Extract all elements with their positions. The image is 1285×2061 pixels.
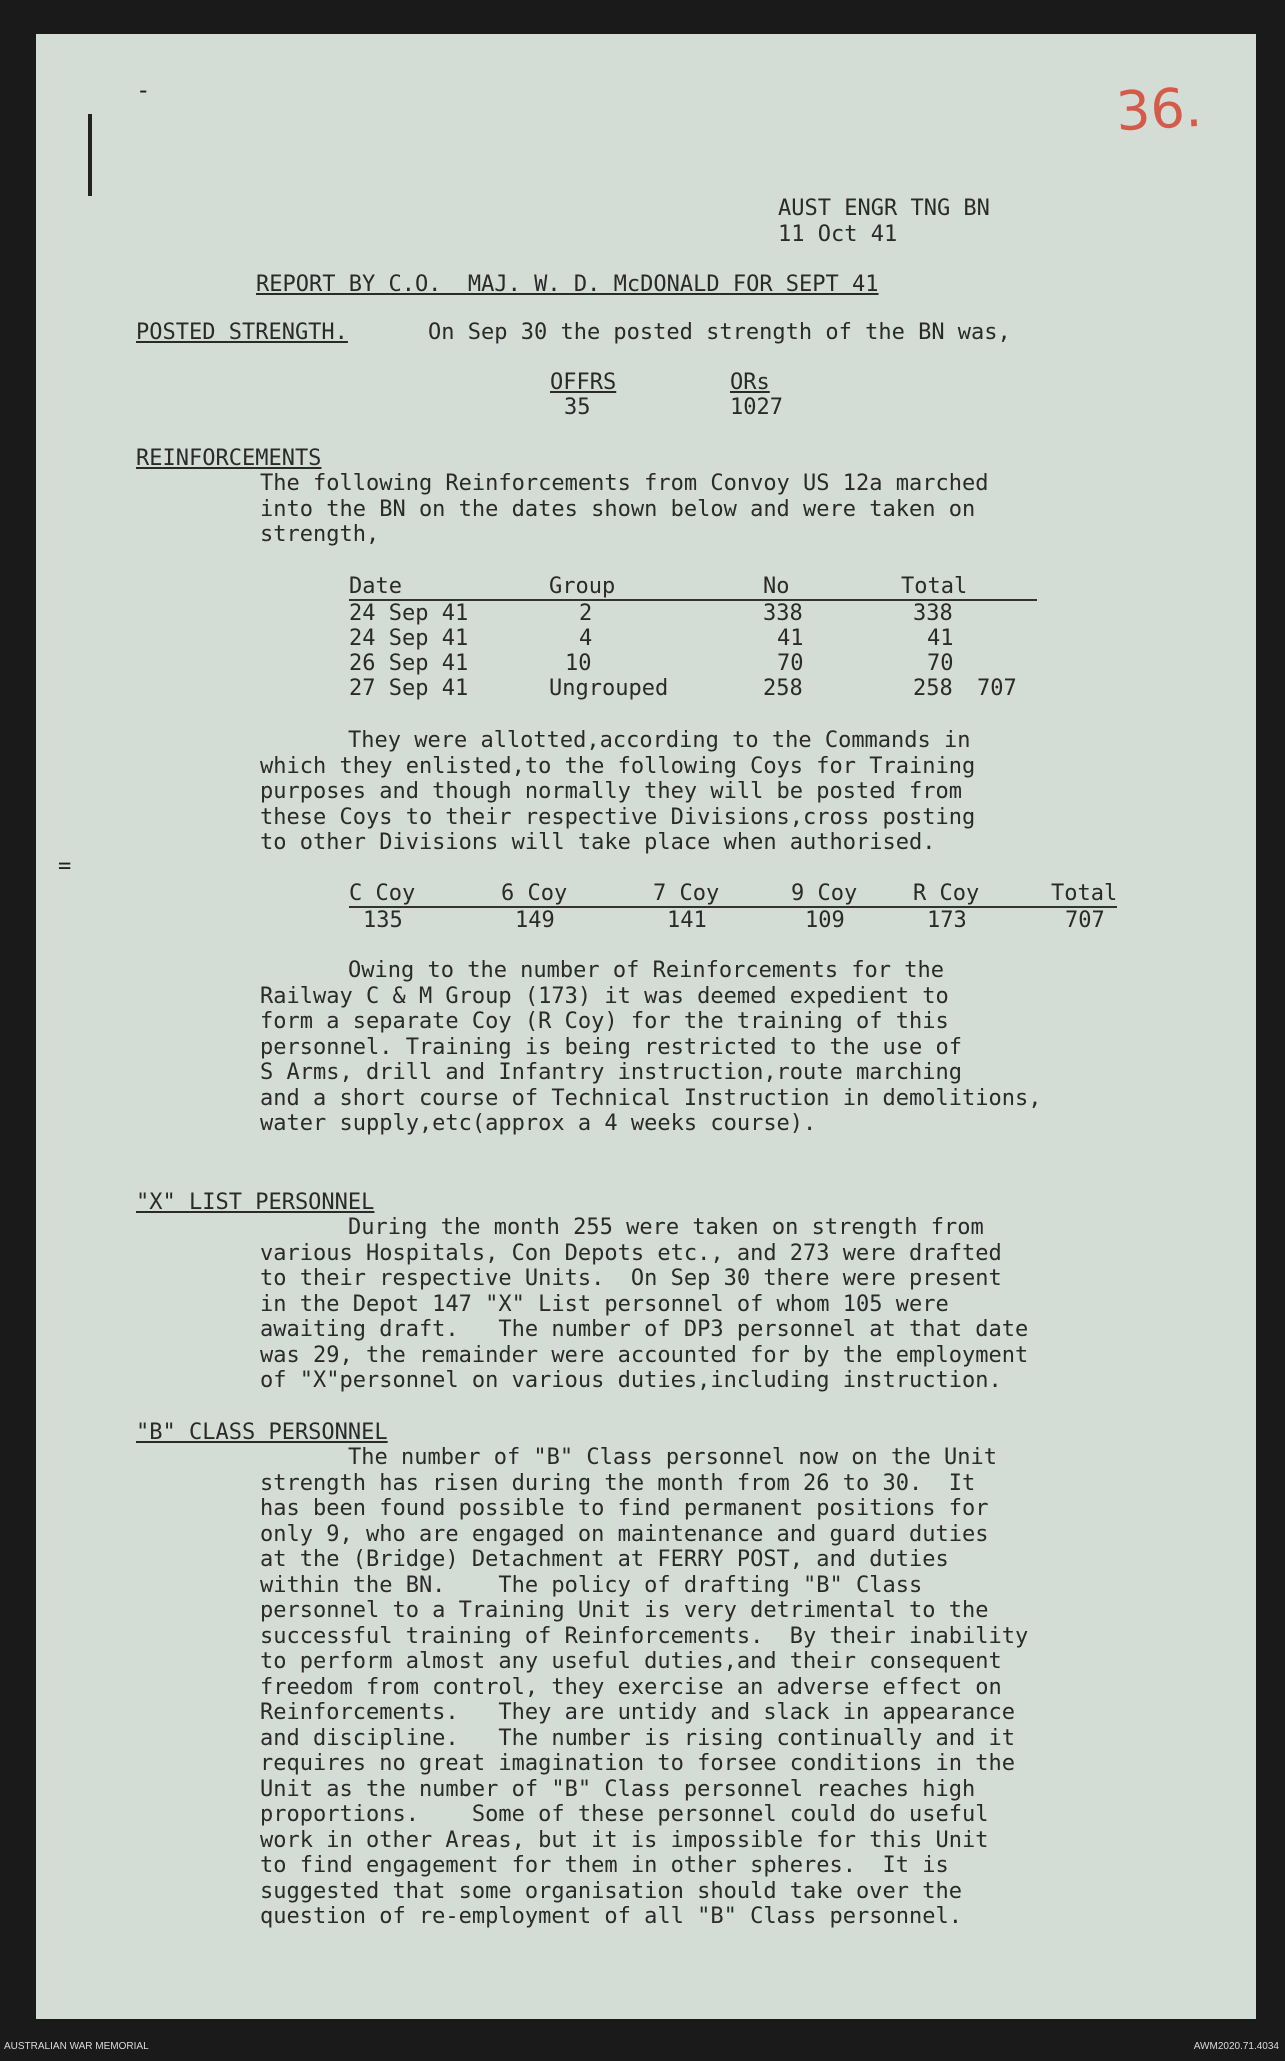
ink-mark [88, 114, 92, 196]
column-header: Total [901, 574, 968, 599]
table-cell: 2 [579, 601, 593, 626]
table-cell: 707 [1065, 908, 1105, 933]
x-list-heading: "X" LIST PERSONNEL [136, 1190, 375, 1215]
column-header: Group [549, 574, 616, 599]
b-class-heading: "B" CLASS PERSONNEL [136, 1420, 388, 1445]
table-cell: 24 Sep 41 [349, 601, 469, 626]
header-block [778, 196, 990, 247]
ink-mark: = [58, 854, 72, 879]
table-cell: 70 [927, 651, 954, 676]
table-cell: 4 [579, 626, 593, 651]
column-header: 6 Coy [501, 881, 568, 906]
table-cell: 149 [515, 908, 555, 933]
column-header: C Coy [349, 881, 416, 906]
report-date: 11 Oct 41 [778, 221, 898, 247]
report-title: REPORT BY C.O. MAJ. W. D. McDONALD FOR SEPT 41 [256, 272, 879, 297]
column-header: Date [349, 574, 402, 599]
grand-total: 707 [977, 676, 1017, 701]
unit-name: AUST ENGR TNG BN [778, 196, 990, 221]
footer-source: AUSTRALIAN WAR MEMORIAL [4, 2041, 149, 2052]
reinforcements-table [349, 574, 1037, 701]
table-cell: 70 [777, 651, 804, 676]
column-header: 7 Coy [653, 881, 720, 906]
table-row [349, 626, 1037, 651]
table-cell: 258 [913, 676, 953, 701]
table-cell: 258 [763, 676, 803, 701]
table-cell: 24 Sep 41 [349, 626, 469, 651]
table-cell: 141 [667, 908, 707, 933]
table-cell: 338 [763, 601, 803, 626]
column-header: ORs [730, 370, 770, 395]
column-header: Total [1051, 881, 1118, 906]
column-header: OFFRS [550, 370, 617, 395]
table-cell: 27 Sep 41 [349, 676, 469, 701]
table-cell: 173 [927, 908, 967, 933]
reinforcements-heading: REINFORCEMENTS [136, 446, 322, 471]
x-list-paragraph: During the month 255 were taken on strength from various Hospitals, Con Depots etc., and 273 were drafted to their respective Units. On Sep 30 there were present in the Depot 147 "X" List personnel of whom 105 were awaiting draft. The number of DP3 personnel at that date was 29, the remainder were accounted for by the employment of "X"personnel on various duties,including instruction. [260, 1215, 1029, 1393]
posted-strength-text: On Sep 30 the posted strength of the BN was, [428, 320, 1011, 345]
posted-strength-table [550, 370, 783, 420]
b-class-paragraph: The number of "B" Class personnel now on the Unit strength has risen during the month from 26 to 30. It has been found possible to find permanent positions for only 9, who are engaged on maintenance and guard duties at the (Bridge) Detachment at FERRY POST, and duties within the BN. The policy of drafting "B" Class personnel to a Training Unit is very detrimental to the successful training of Reinforcements. By their inability to perform almost any useful duties,and their consequent freedom from control, they exercise an adverse effect on Reinforcements. They are untidy and slack in appearance and discipline. The number is rising continually and it requires no great imagination to forsee conditions in the Unit as the number of "B" Class personnel reaches high proportions. Some of these personnel could do useful work in other Areas, but it is impossible for this Unit to find engagement for them in other spheres. It is suggested that some organisation should take over the question of re-employment of all "B" Class personnel. [260, 1445, 1029, 1929]
posted-strength-heading: POSTED STRENGTH. [136, 320, 348, 345]
table-row [349, 676, 1037, 701]
railway-paragraph: Owing to the number of Reinforcements for the Railway C & M Group (173) it was deemed expedient to form a separate Coy (R Coy) for the training of this personnel. Training is being restricted to the use of S Arms, drill and Infantry instruction,route marching and a short course of Technical Instruction in demolitions, water supply,etc(approx a 4 weeks course). [260, 958, 1042, 1136]
footer-catalogue-id: AWM2020.71.4034 [1193, 2041, 1279, 2052]
table-row [349, 651, 1037, 676]
table-row [349, 600, 1037, 626]
table-cell: 10 [565, 651, 592, 676]
table-cell: 338 [913, 601, 953, 626]
table-cell: 41 [777, 626, 804, 651]
coy-table [349, 881, 1117, 933]
page-number: 36. [1114, 75, 1204, 144]
table-cell: 109 [805, 908, 845, 933]
table-cell: 35 [564, 395, 591, 420]
table-cell: 1027 [730, 395, 783, 420]
reinforcements-intro: The following Reinforcements from Convoy US 12a marched into the BN on the dates shown below and were taken on strength, [260, 471, 989, 547]
table-cell: 41 [927, 626, 954, 651]
table-cell: 26 Sep 41 [349, 651, 469, 676]
allotment-paragraph: They were allotted,according to the Commands in which they enlisted,to the following Coys for Training purposes and though normally they will be posted from these Coys to their respective Divisions,cross posting to other Divisions will take place when authorised. [260, 728, 976, 855]
document-page [36, 34, 1256, 2019]
column-header: R Coy [913, 881, 980, 906]
table-cell: Ungrouped [549, 676, 669, 701]
ink-mark: - [136, 76, 151, 104]
column-header: No [763, 574, 790, 599]
column-header: 9 Coy [791, 881, 858, 906]
table-cell: 135 [363, 908, 403, 933]
